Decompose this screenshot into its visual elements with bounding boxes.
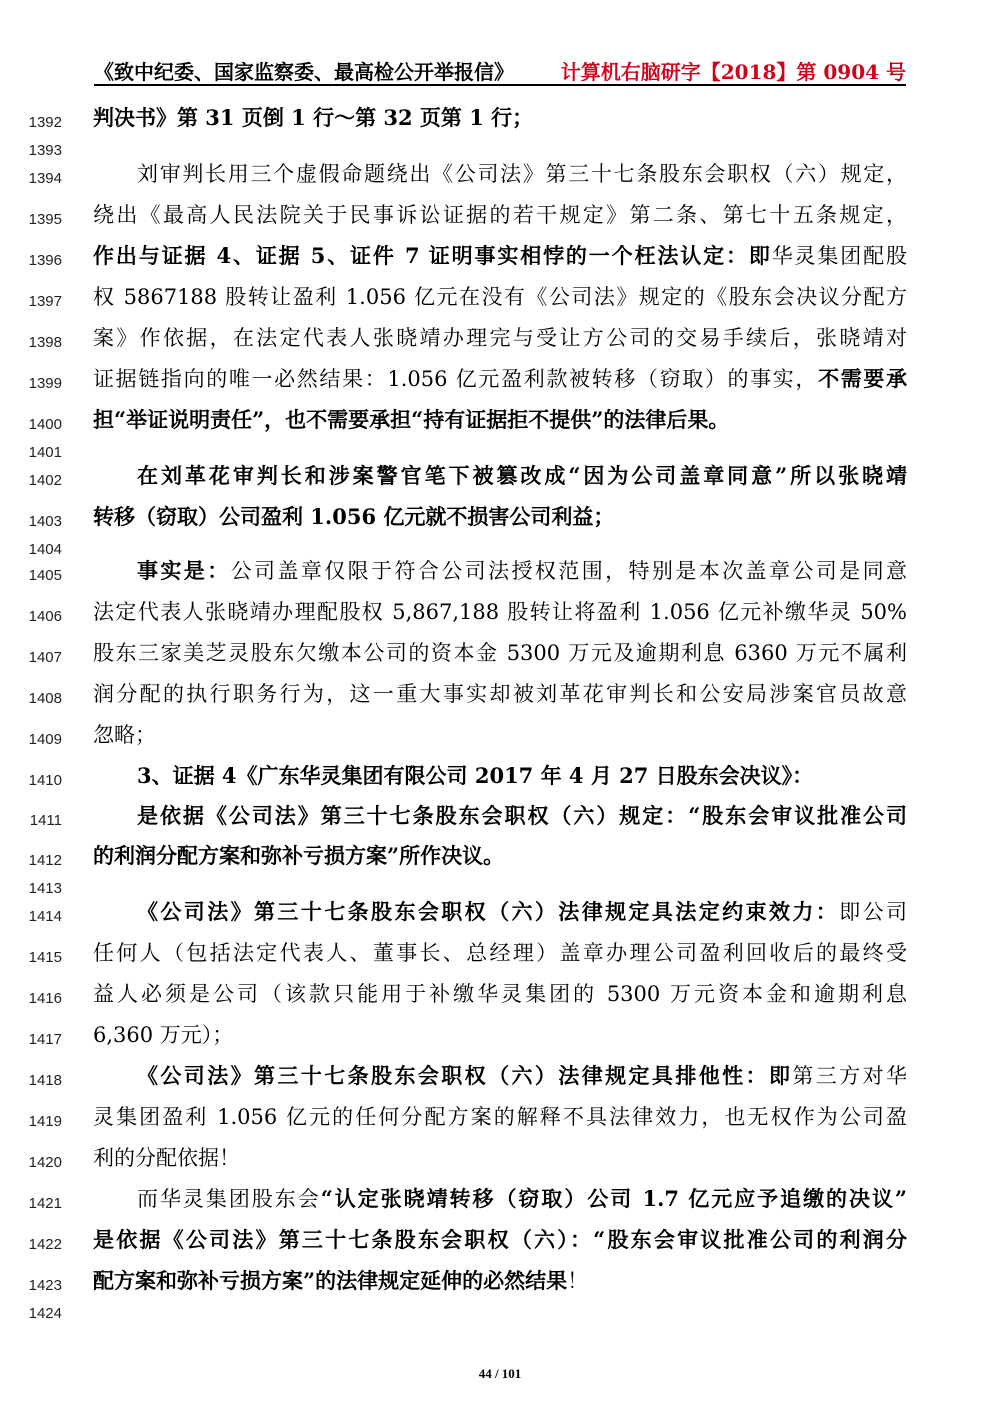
text-segment: ！ <box>567 1269 589 1293</box>
text-line <box>0 361 1000 401</box>
text-line <box>0 976 1000 1016</box>
text-line <box>0 279 1000 319</box>
text-segment: 6,360 万元）； <box>93 1023 234 1047</box>
line-number: 1409 <box>28 731 62 748</box>
text-segment: 即公司 <box>839 900 907 924</box>
header-divider <box>94 84 906 86</box>
line-text <box>93 363 907 395</box>
text-segment: 权 5867188 股转让盈利 1.056 亿元在没有《公司法》规定的《股东会决议分配方 <box>93 285 907 309</box>
text-line <box>0 717 1000 757</box>
text-line <box>0 1291 1000 1331</box>
bold-text-segment: 是依据《公司法》第三十七条股东会职权（六）：“股东会审议批准公司的利润分 <box>93 1227 907 1252</box>
text-line <box>0 798 1000 838</box>
text-line <box>0 197 1000 237</box>
line-number: 1392 <box>28 114 62 131</box>
text-line <box>0 1099 1000 1139</box>
line-text <box>93 281 907 313</box>
line-text <box>93 1142 907 1174</box>
line-text <box>93 596 907 628</box>
text-segment: 股东三家美芝灵股东欠缴本公司的资本金 5300 万元及逾期利息 6360 万元不属利 <box>93 641 907 665</box>
line-number: 1402 <box>28 472 62 489</box>
line-number: 1415 <box>28 949 62 966</box>
line-text <box>93 978 907 1010</box>
line-number: 1398 <box>28 334 62 351</box>
text-segment: 而华灵集团股东会 <box>137 1187 321 1211</box>
line-text <box>93 637 907 669</box>
text-segment: 第三方对华 <box>792 1064 907 1088</box>
bold-text-segment: 是依据《公司法》第三十七条股东会职权（六）规定：“股东会审议批准公司 <box>137 803 907 828</box>
line-text <box>93 1019 907 1051</box>
text-segment: 证据链指向的唯一必然结果：1.056 亿元盈利款被转移（窃取）的事实， <box>93 367 819 391</box>
line-text <box>93 678 907 710</box>
header-reference-number: 计算机右脑研字【2018】第 0904 号 <box>560 60 906 84</box>
line-number: 1422 <box>28 1236 62 1253</box>
line-number: 1393 <box>28 142 62 159</box>
text-segment: 润分配的执行职务行为，这一重大事实却被刘革花审判长和公安局涉案官员故意 <box>93 682 907 706</box>
bold-text-segment: “认定张晓靖转移（窃取）公司 1.7 亿元应予追缴的决议” <box>320 1186 907 1211</box>
text-segment: 灵集团盈利 1.056 亿元的任何分配方案的解释不具法律效力，也无权作为公司盈 <box>93 1105 907 1129</box>
text-line <box>0 635 1000 675</box>
line-number: 1404 <box>28 541 62 558</box>
text-line <box>0 238 1000 278</box>
text-line <box>0 594 1000 634</box>
text-line <box>0 156 1000 196</box>
text-segment: 华灵集团配股 <box>771 244 908 268</box>
text-line <box>0 676 1000 716</box>
text-segment: 忽略； <box>93 723 156 747</box>
line-number: 1403 <box>28 513 62 530</box>
bold-text-segment: 担“举证说明责任”，也不需要承担“持有证据拒不提供”的法律后果。 <box>93 407 730 432</box>
text-line <box>0 1222 1000 1262</box>
bold-text-segment: 转移（窃取）公司盈利 1.056 亿元就不损害公司利益； <box>93 504 615 529</box>
line-text <box>137 158 907 190</box>
bold-text-segment: 不需要承 <box>818 366 908 391</box>
line-number: 1408 <box>28 690 62 707</box>
text-segment: 利的分配依据！ <box>93 1146 240 1170</box>
line-number: 1394 <box>28 170 62 187</box>
text-line <box>0 758 1000 798</box>
text-segment: 法定代表人张晓靖办理配股权 5,867,188 股转让将盈利 1.056 亿元补缴华灵 50% <box>93 600 907 624</box>
bold-text-segment: 判决书》第 31 页倒 1 行～第 32 页第 1 行； <box>93 105 534 130</box>
line-number: 1420 <box>28 1154 62 1171</box>
line-text <box>93 240 907 272</box>
bold-text-segment: 的利润分配方案和弥补亏损方案”所作决议。 <box>93 843 505 868</box>
line-text <box>137 800 907 832</box>
text-line <box>0 458 1000 498</box>
text-line <box>0 553 1000 593</box>
bold-text-segment: 《公司法》第三十七条股东会职权（六）法律规定具排他性：即 <box>137 1063 793 1088</box>
line-number: 1421 <box>28 1195 62 1212</box>
line-text <box>137 460 907 492</box>
line-text <box>137 555 907 587</box>
text-segment: 益人必须是公司（该款只能用于补缴华灵集团的 5300 万元资本金和逾期利息 <box>93 982 907 1006</box>
line-number: 1395 <box>28 211 62 228</box>
line-number: 1413 <box>28 880 62 897</box>
line-number: 1405 <box>28 567 62 584</box>
line-text <box>93 322 907 354</box>
bold-text-segment: 《公司法》第三十七条股东会职权（六）法律规定具法定约束效力： <box>137 899 840 924</box>
line-number: 1414 <box>28 908 62 925</box>
line-number: 1399 <box>28 375 62 392</box>
line-text <box>93 1101 907 1133</box>
line-text <box>137 1183 907 1215</box>
bold-text-segment: 作出与证据 4、证据 5、证件 7 证明事实相悖的一个枉法认定：即 <box>93 243 772 268</box>
text-segment: 刘审判长用三个虚假命题绕出《公司法》第三十七条股东会职权（六）规定， <box>137 162 907 186</box>
line-number: 1418 <box>28 1072 62 1089</box>
text-line <box>0 1017 1000 1057</box>
line-number: 1411 <box>29 812 62 829</box>
line-number: 1396 <box>28 252 62 269</box>
line-text <box>93 937 907 969</box>
bold-text-segment: 事实是： <box>137 558 231 583</box>
line-number: 1416 <box>28 990 62 1007</box>
line-number: 1406 <box>28 608 62 625</box>
text-line <box>0 1140 1000 1180</box>
line-number: 1410 <box>28 772 62 789</box>
line-number: 1417 <box>28 1031 62 1048</box>
bold-text-segment: 配方案和弥补亏损方案”的法律规定延伸的必然结果 <box>93 1268 568 1293</box>
line-number: 1407 <box>28 649 62 666</box>
text-line <box>0 320 1000 360</box>
line-number: 1412 <box>28 852 62 869</box>
line-number: 1397 <box>28 293 62 310</box>
text-segment: 任何人（包括法定代表人、董事长、总经理）盖章办理公司盈利回收后的最终受 <box>93 941 907 965</box>
text-segment: 绕出《最高人民法院关于民事诉讼证据的若干规定》第二条、第七十五条规定， <box>93 203 907 227</box>
line-text <box>93 1224 907 1256</box>
line-number: 1400 <box>28 416 62 433</box>
text-line <box>0 1058 1000 1098</box>
line-number: 1423 <box>28 1277 62 1294</box>
line-number: 1419 <box>28 1113 62 1130</box>
text-line <box>0 935 1000 975</box>
line-text <box>137 760 907 792</box>
line-text <box>93 199 907 231</box>
text-line <box>0 1181 1000 1221</box>
page-number: 44 / 101 <box>478 1366 522 1381</box>
text-segment: 公司盖章仅限于符合公司法授权范围，特别是本次盖章公司是同意 <box>230 559 907 583</box>
line-text <box>137 1060 907 1092</box>
line-number: 1401 <box>28 444 62 461</box>
line-text <box>93 719 907 751</box>
line-number: 1424 <box>28 1305 62 1322</box>
text-line <box>0 894 1000 934</box>
bold-text-segment: 3、证据 4《广东华灵集团有限公司 2017 年 4 月 27 日股东会决议》： <box>137 763 814 788</box>
bold-text-segment: 在刘革花审判长和涉案警官笔下被篡改成“因为公司盖章同意”所以张晓靖 <box>137 463 907 488</box>
page-header <box>94 56 906 88</box>
text-segment: 案》作依据，在法定代表人张晓靖办理完与受让方公司的交易手续后，张晓靖对 <box>93 326 907 350</box>
header-title: 《致中纪委、国家监察委、最高检公开举报信》 <box>94 60 514 84</box>
line-text <box>137 896 907 928</box>
